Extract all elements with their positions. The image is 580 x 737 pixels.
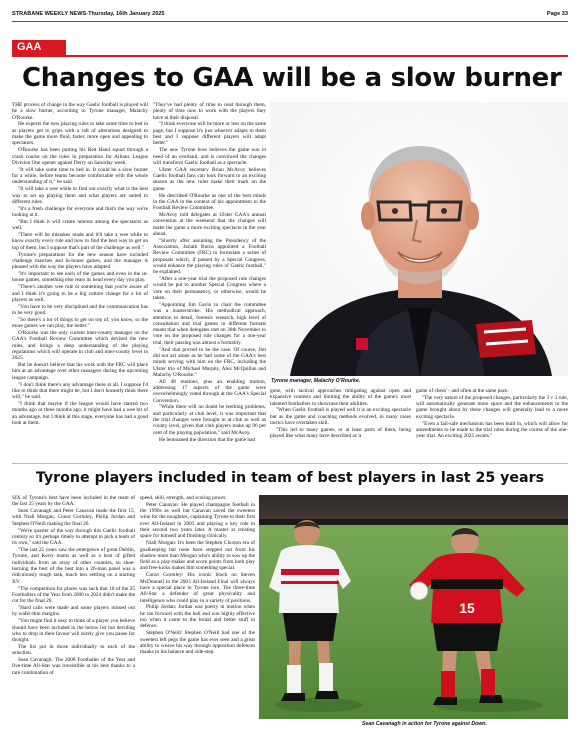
story1-headline: Changes to GAA will be a slow burner (22, 63, 562, 93)
article-paragraph: "It's a fresh challenge for everyone and that's the way we're looking at it. (12, 205, 148, 219)
article-paragraph: "You might find it easy to think of a player you believe should have been included in the below list but deciding who to drop in their favour will surely give you pause for thought. (12, 618, 135, 644)
down-jersey-number: 15 (459, 600, 475, 616)
article-paragraph: "The very nature of the proposed changes, particularly the 3 v 3 rule, will automatically generate more space and the enhancements to the game brought about by these changes will generally lead to a more exciting spectacle. (416, 394, 569, 420)
story1-column-3 (270, 388, 411, 458)
article-paragraph: "The competition for places was such that 10 of the 25 Footballers of the Year from 2000 to 2024 didn't make the cut for the final 26. (12, 585, 135, 605)
article-paragraph: The new Tyrone boss believes the game was in need of an overhaul, and is convinced the changes will transform Gaelic football as a spectacle. (153, 147, 266, 166)
story2-column-2 (140, 495, 255, 731)
article-paragraph: He described O'Rourke as one of the best minds in the GAA in the context of his appointment to the Football Review Committee. (153, 192, 266, 212)
article-paragraph: "There's another wee rule or something that you're aware of and I think it's going to be a big culture change for a lot of players as well. (12, 284, 148, 303)
article-paragraph: "So there's a lot of things to get on top of, you know, so the more games we can play, the better." (12, 316, 148, 330)
article-paragraph: "We're quarter of the way through this Gaelic football century so it's perhaps timely to attempt to pick a team of its own," said the GAA. (12, 527, 135, 547)
match-action-drawing (259, 495, 568, 719)
story2-column-1 (12, 495, 135, 731)
story-divider (12, 463, 568, 464)
manager-portrait (270, 102, 568, 376)
article-paragraph: "After a one-year trial the proposed rule changes would be put to another Special Congress where a vote on their permanency, or otherwise, would be taken. (153, 276, 266, 302)
article-paragraph: Niall Morgan: It's been the Stephen Cluxton era of goalkeeping but none have stepped out from his shadow more than Morgan who's ability to sow up the field as a play-maker and score points from both play and free-kicks makes him something special. (140, 540, 255, 572)
article-paragraph: "They've had plenty of time to read through them, plenty of time now to work with the players they have at their disposal. (153, 102, 266, 121)
article-paragraph: "It will take a wee while to find out exactly what is the best way to set up playing them and what players are suited to different rules. (12, 186, 148, 205)
article-paragraph: O'Rourke has been putting his Red Hand squad through a crash course on the rules in preparation for Allianz League Division One opener against Derry on Saturday week. (12, 147, 148, 166)
article-paragraph: McAvoy told delegates at Ulster GAA's annual convention at the weekend that the changes will make the game a more exciting spectacle in the year ahead. (153, 212, 266, 237)
article-paragraph: "You have to be very disciplined and the communication has to be very good. (12, 303, 148, 317)
article-paragraph: He expects the new playing rules to take some time to bed in as players get to grips with a raft of alterations designed to make the game more fluid, faster, more open and appealing to spectators. (12, 121, 148, 147)
article-paragraph: All 48 motions, plus an enabling motion, addressing 17 aspects of the game were overwhelmingly voted through at the GAA's Special Convention. (153, 378, 266, 404)
manager-portrait-caption: Tyrone manager, Malachy O'Rourke. (271, 378, 361, 384)
article-paragraph: game of chess' - and often at the same pace. (416, 388, 509, 394)
article-paragraph: Ulster GAA secretary Brian McAvoy believes Gaelic football fans can look forward to an exciting season as the new rules make their mark on the game. (153, 166, 266, 192)
article-paragraph: "Hard calls were made and some players missed out by wafer-thin margins. (12, 605, 135, 618)
article-paragraph: Sean Cavanagh and Peter Canavan made the first 15, with Niall Morgan, Conor Gormley, Philip Jordan and Stephen O'Neill making the final 26. (12, 508, 135, 527)
section-tag: GAA (12, 40, 66, 55)
article-paragraph: "It will take some time to bed in. It could be a slow burner for a while, before teams become comfortable with the whole understanding of it," he said. (12, 166, 148, 186)
article-paragraph: SIX of Tyrone's best have been included in the team of the last 25 years by the GAA. (12, 495, 135, 508)
article-paragraph: "There will be mistakes made and it'll take a wee while to know exactly every rule and how to find the best way to get on top of them, but I suppose that's part of the challenge as well." (12, 232, 148, 251)
story2-headline: Tyrone players included in team of best players in last 25 years (35, 470, 545, 486)
masthead-publication-date: STRABANE WEEKLY NEWS-Thursday, 16th January 2025 (12, 11, 165, 17)
article-paragraph: Peter Canavan: He played champagne football in the 1990s as well but Canavan saved the sweetest wine for the noughties, captaining Tyrone to their first ever All-Ireland in 2003 and playing a key role in their second two years later. A master at creating space for himself and finishing clinically. (140, 501, 255, 540)
section-rule (12, 55, 568, 57)
article-paragraph: THE process of change in the way Gaelic football is played will be a slow burner, according to Tyrone manager, Malachy O'Rourke. (12, 102, 148, 121)
article-paragraph: "And that proved to be the case. Of course, Jim did not act alone as he had some of the GAA's best minds serving with him on the FRC, including the Ulster trio of Michael Murphy, Alex McQuillan and Malachy O'Rourke." (153, 346, 266, 378)
manager-portrait-drawing (270, 102, 568, 376)
article-paragraph: "Shortly after assuming the Presidency of the Association, Jarlath Burns appointed a Football Review Committee (FRC) to formulate a series of proposals which, if passed by a Special Congress, would enhance the playing rules of Gaelic football," he explained. (153, 237, 266, 276)
article-paragraph: Sean Cavanagh: The 2008 Footballer of the Year and five-time All-Star was irresistible at his best thanks to a rare combination of (12, 657, 135, 676)
article-paragraph: "While there will no doubt be teething problems, and particularly at club level, it was important that the trial changes were brought in at club as well as county level, given that club players make up 96 per cent of the playing population," said McAvoy. (153, 404, 266, 436)
article-paragraph: "I don't think there's any advantage there at all. I suppose I'd like to think that there might be, but I don't honestly think there will," he said. (12, 381, 148, 401)
article-paragraph: The list put in those individually to each of the selection. (12, 643, 135, 657)
article-paragraph: But he doesn't believe that his work with the FRC will place him at an advantage over other managers during the upcoming league campaign. (12, 362, 148, 381)
story1-column-1 (12, 102, 148, 432)
article-paragraph: "Appointing Jim Gavin to chair the committee was a masterstroke. His methodical approach, attention to detail, forensic research, high level of consultation and trial games in different formats meant that when delegates met on 30th November to vote on the proposed rule changes for a one-year trial, their passing was almost a formality. (153, 301, 266, 346)
article-paragraph: "But I think it will create interest among the spectators as well. (12, 218, 148, 232)
masthead-page-number: Page 33 (546, 11, 568, 17)
article-paragraph: Stephen O'Neill: Stephen O'Neill had one of the sweetest left pegs the game has ever seen and a great ability to weave his way through opposition defences thanks to his balance and side-step. (140, 630, 255, 656)
article-paragraph: O'Rourke was the only current inter-county manager on the GAA's Football Review Committee which devised the new rules, and brings a deep understanding of the playing regulations which will operate in club and inter-county level in 2025. (12, 330, 148, 362)
story1-column-2 (153, 102, 266, 443)
masthead (12, 8, 568, 22)
article-paragraph: "Even a fail-safe mechanism has been built in, which will allow for amendments to be made to the trial rules during the course of the one-year trial. An exciting 2025 awaits." (416, 420, 568, 440)
article-paragraph: speed, skill, strength, and scoring power. (140, 495, 227, 501)
article-paragraph: gone, with tactical approaches mitigating against open and expansive contests and limiting the ability of the game's most talented footballers to showcase their abilities. (270, 388, 411, 407)
article-paragraph: Conor Gormley: His iconic block on Steven McDonnell in the 2003 All-Ireland Final will always have a special place in Tyrone lore. The three-time All-Star a defender of great physicality and intelligence who could play in a variety of positions. (140, 572, 255, 604)
match-action-caption: Sean Cavanagh in action for Tyrone against Down. (362, 721, 487, 727)
article-paragraph: Philip Jordan: Jordan was poetry in motion when he ran forward with the ball and was highly effective too when it came to the brutal and better stuff in defence. (140, 604, 255, 630)
article-paragraph: "It's important to see each of the games and even in the in-house games, something else rears its head every day you play. (12, 271, 148, 284)
article-paragraph: Tyrone's preparations for the new season have included challenge matches and in-house games, and the manager is pleased with the way the players have adapted. (12, 251, 148, 271)
article-paragraph: He bemoaned the direction that the game had (159, 436, 256, 443)
story1-column-4 (416, 388, 568, 458)
match-action-photo (259, 495, 568, 719)
article-paragraph: "The last 25 years saw the emergence of great Dublin, Tyrone, and Kerry teams as well as a host of gifted individuals from an array of other counties, so shoe-horning the best of the best into a 26-man panel was a ridiculously tough task, much less settling on a starting XV. (12, 547, 135, 585)
article-paragraph: "This led to many games, or at least parts of them, being played like what many have described as 'a (270, 426, 411, 440)
article-paragraph: "When Gaelic football is played well it is an exciting spectacle but as the game and coaching methods evolved, in many cases tactics have overtaken skill. (270, 407, 411, 427)
article-paragraph: "I think everyone will be more or less on the same page, but I suppose it's just whoever adapts to them best and I suppose different players will adapt better." (153, 121, 266, 147)
article-paragraph: "I think that maybe if the league would have started two months ago or three months ago, it might have had a wee bit of an advantage, but I think at this stage, everyone has had a good look at them. (12, 401, 148, 427)
